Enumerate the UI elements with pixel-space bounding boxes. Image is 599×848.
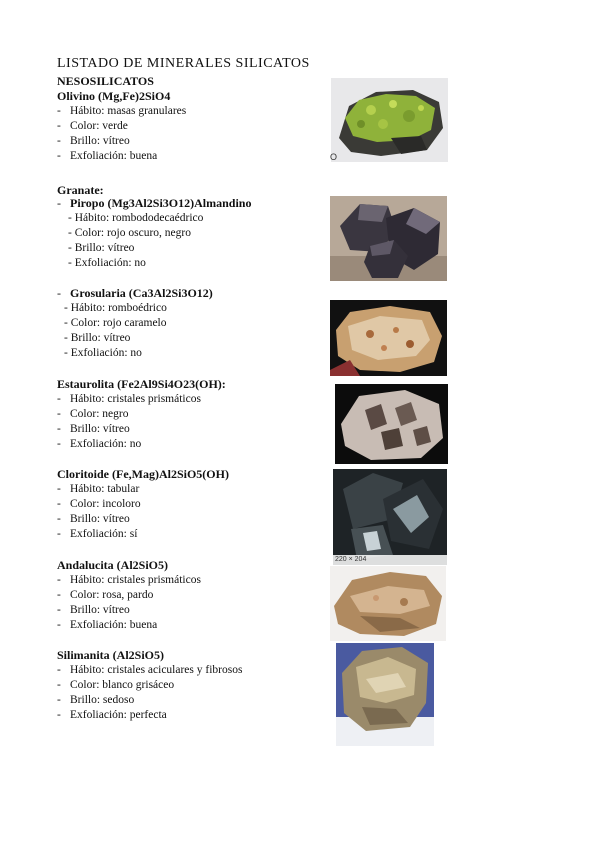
property-item: - Color: negro	[57, 408, 129, 420]
property-item: - Exfoliación: buena	[57, 619, 158, 631]
chloritoid-photo	[333, 469, 447, 565]
mineral-name: - Grosularia (Ca3Al2Si3O12)	[57, 286, 213, 300]
mineral-estaurolita	[57, 377, 226, 452]
mineral-name: Silimanita (Al2SiO5)	[57, 648, 165, 662]
property-item: - Color: rojo oscuro, negro	[68, 227, 191, 239]
property-item: - Exfoliación: perfecta	[57, 709, 167, 721]
olivine-photo	[331, 78, 448, 162]
mineral-andalucita	[57, 558, 201, 633]
section-heading: NESOSILICATOS	[57, 74, 154, 88]
property-item: - Exfoliación: sí	[57, 528, 138, 540]
mineral-name: - Piropo (Mg3Al2Si3O12)Almandino	[57, 196, 252, 210]
garnet-photo	[330, 196, 447, 281]
mineral-grosularia	[57, 286, 213, 361]
property-item: - Brillo: vítreo	[57, 513, 130, 525]
property-list	[57, 211, 251, 271]
staurolite-photo	[335, 384, 448, 464]
property-item: - Exfoliación: no	[64, 347, 142, 359]
property-item: - Exfoliación: buena	[57, 150, 158, 162]
photo-caption: O	[330, 152, 338, 162]
property-list	[57, 104, 186, 164]
grossular-photo	[330, 300, 447, 376]
property-item: - Hábito: cristales prismáticos	[57, 393, 201, 405]
property-item: - Exfoliación: no	[68, 257, 146, 269]
property-item: - Color: blanco grisáceo	[57, 679, 175, 691]
property-item: - Hábito: rombododecaédrico	[68, 212, 204, 224]
property-list	[57, 573, 201, 633]
mineral-name: Estaurolita (Fe2Al9Si4O23(OH):	[57, 377, 226, 391]
sillimanite-photo	[336, 643, 434, 746]
mineral-name: Cloritoide (Fe,Mag)Al2SiO5(OH)	[57, 467, 229, 481]
property-item: - Hábito: masas granulares	[57, 105, 187, 117]
property-item: - Color: rosa, pardo	[57, 589, 154, 601]
property-list	[57, 482, 229, 542]
mineral-name: Andalucita (Al2SiO5)	[57, 558, 169, 572]
property-item: - Brillo: vítreo	[64, 332, 131, 344]
property-item: - Hábito: romboédrico	[64, 302, 167, 314]
document-title: LISTADO DE MINERALES SILICATOS	[57, 56, 310, 71]
property-item: - Hábito: tabular	[57, 483, 140, 495]
property-item: - Color: incoloro	[57, 498, 141, 510]
property-item: - Brillo: vítreo	[57, 135, 130, 147]
property-item: - Color: verde	[57, 120, 128, 132]
mineral-piropo	[57, 196, 251, 271]
property-list	[57, 663, 242, 723]
andalusite-photo	[330, 566, 446, 641]
garnet-group-heading: Granate:	[57, 183, 104, 197]
photo-caption: 220 × 204	[335, 556, 367, 563]
mineral-silimanita	[57, 648, 242, 723]
property-item: - Brillo: vítreo	[57, 423, 130, 435]
mineral-name: Olivino (Mg,Fe)2SiO4	[57, 89, 171, 103]
property-list	[57, 301, 213, 361]
property-list	[57, 392, 226, 452]
property-item: - Brillo: sedoso	[57, 694, 135, 706]
property-item: - Hábito: cristales aciculares y fibrosos	[57, 664, 243, 676]
mineral-cloritoide	[57, 467, 229, 542]
property-item: - Brillo: vítreo	[68, 242, 135, 254]
property-item: - Brillo: vítreo	[57, 604, 130, 616]
property-item: - Exfoliación: no	[57, 438, 142, 450]
mineral-olivino	[57, 89, 186, 164]
property-item: - Color: rojo caramelo	[64, 317, 167, 329]
property-item: - Hábito: cristales prismáticos	[57, 574, 201, 586]
